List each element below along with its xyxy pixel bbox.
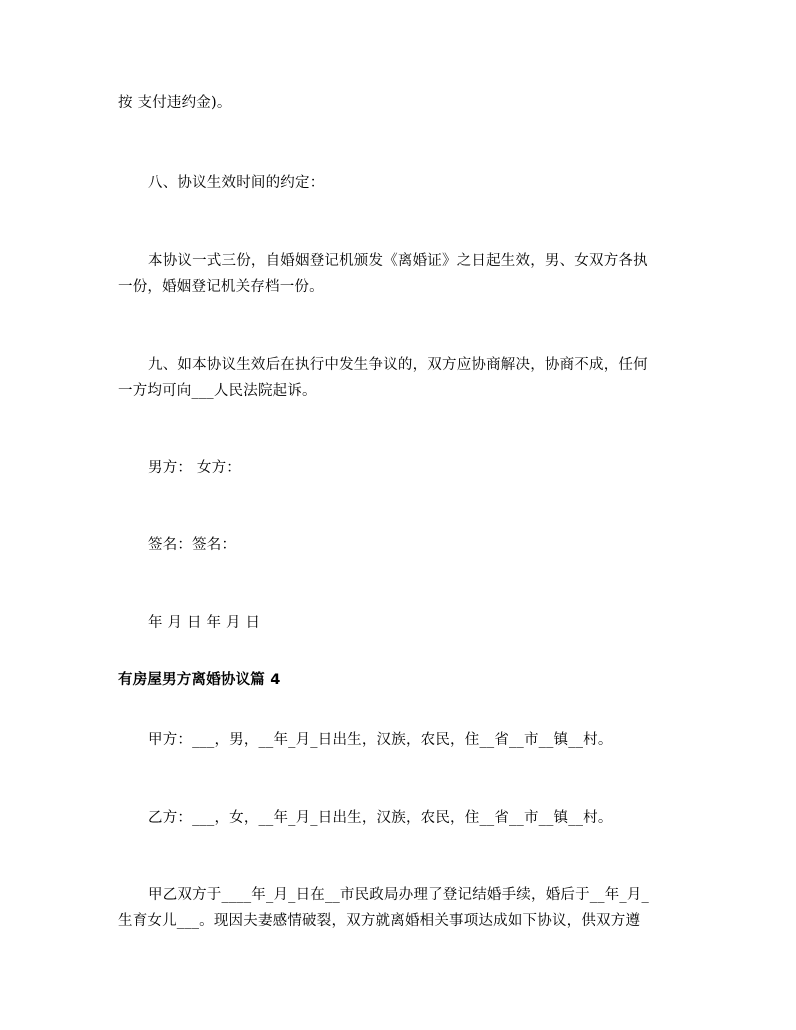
- party-labels: 男方： 女方：: [148, 460, 242, 476]
- party-b-line: 乙方：___，女，__年_月_日出生，汉族，农民，住__省__市__镇__村。: [148, 810, 613, 826]
- paragraph-line: 一份，婚姻登记机关存档一份。: [118, 279, 324, 295]
- signature-labels: 签名：签名：: [148, 537, 237, 553]
- text-line-penalty: 按 支付违约金)。: [118, 95, 232, 111]
- date-labels: 年 月 日 年 月 日: [148, 615, 261, 631]
- paragraph-line: 生育女儿___。现因夫妻感情破裂，双方就离婚相关事项达成如下协议，供双方遵: [118, 913, 641, 929]
- party-a-line: 甲方：___，男，__年_月_日出生，汉族，农民，住__省__市__镇__村。: [148, 732, 613, 748]
- section-8-title: 八、协议生效时间的约定：: [148, 175, 325, 191]
- section-9-line: 九、如本协议生效后在执行中发生争议的，双方应协商解决，协商不成，任何: [148, 357, 648, 373]
- section-heading: 有房屋男方离婚协议篇 4: [118, 672, 281, 688]
- paragraph-line: 甲乙双方于____年_月_日在__市民政局办理了登记结婚手续，婚后于__年_月_: [148, 887, 649, 903]
- paragraph-line: 本协议一式三份，自婚姻登记机颁发《离婚证》之日起生效，男、女双方各执: [148, 253, 648, 269]
- paragraph-line: 一方均可向___人民法院起诉。: [118, 383, 317, 399]
